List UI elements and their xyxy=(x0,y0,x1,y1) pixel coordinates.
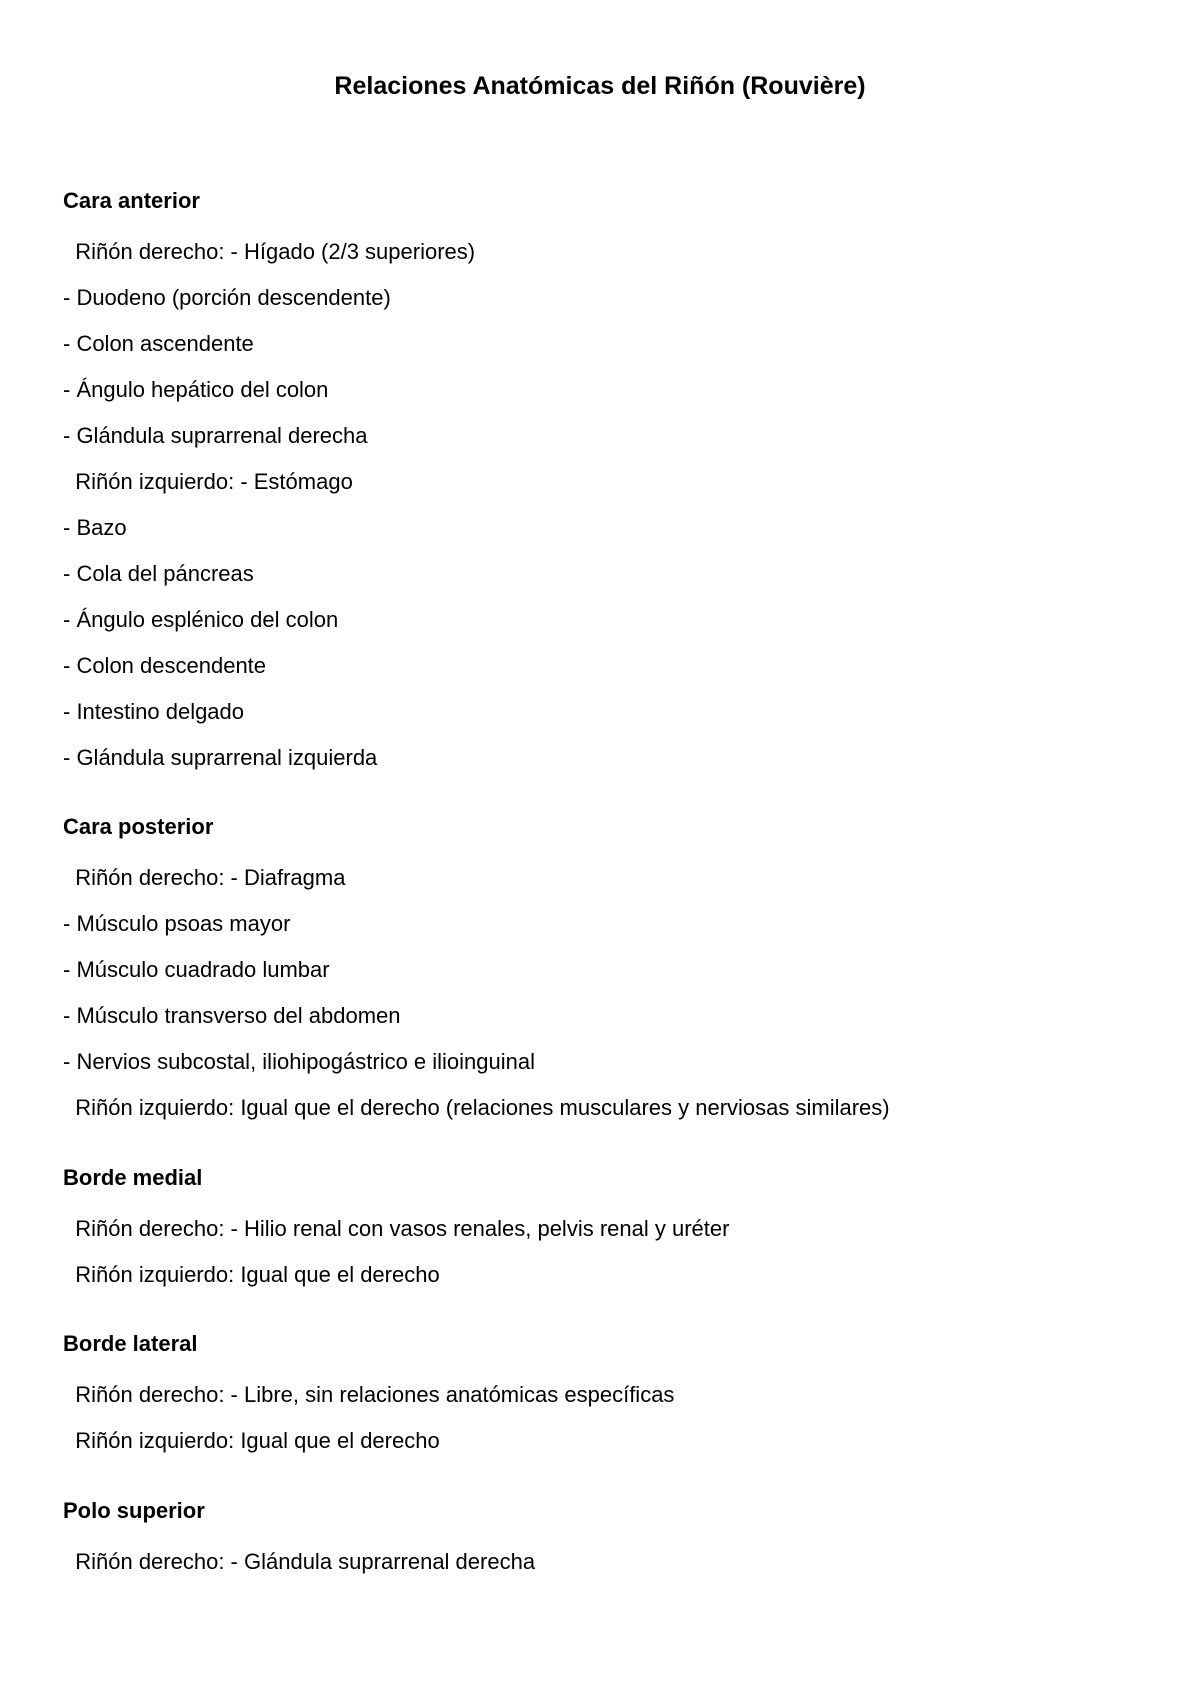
section-heading: Cara anterior xyxy=(63,188,200,213)
section-line: Riñón derecho: - Glándula suprarrenal derecha xyxy=(63,1549,536,1574)
section-line: - Ángulo hepático del colon xyxy=(63,377,329,402)
section-line: - Músculo transverso del abdomen xyxy=(63,1003,401,1028)
section-line: - Colon descendente xyxy=(63,653,267,678)
section-heading: Cara posterior xyxy=(63,814,214,839)
section-line: - Músculo cuadrado lumbar xyxy=(63,957,330,982)
section-line: Riñón derecho: - Hilio renal con vasos renales, pelvis renal y uréter xyxy=(63,1216,730,1241)
section-line: - Músculo psoas mayor xyxy=(63,911,291,936)
section-heading: Borde lateral xyxy=(63,1331,198,1356)
section-line: - Glándula suprarrenal izquierda xyxy=(63,745,378,770)
document-title: Relaciones Anatómicas del Riñón (Rouvière) xyxy=(334,72,866,100)
section-line: - Duodeno (porción descendente) xyxy=(63,285,391,310)
section-heading: Polo superior xyxy=(63,1498,205,1523)
section-line: Riñón izquierdo: Igual que el derecho xyxy=(63,1262,440,1287)
section-line: - Nervios subcostal, iliohipogástrico e ilioinguinal xyxy=(63,1049,536,1074)
section-line: - Colon ascendente xyxy=(63,331,254,356)
section-line: - Bazo xyxy=(63,515,127,540)
section-line: - Intestino delgado xyxy=(63,699,245,724)
section-heading: Borde medial xyxy=(63,1165,203,1190)
section-line: Riñón derecho: - Diafragma xyxy=(63,865,346,890)
section-line: Riñón izquierdo: Igual que el derecho (relaciones musculares y nerviosas similares) xyxy=(63,1095,890,1120)
section-line: Riñón izquierdo: - Estómago xyxy=(63,469,353,494)
section-line: Riñón derecho: - Libre, sin relaciones anatómicas específicas xyxy=(63,1382,675,1407)
section-line: Riñón derecho: - Hígado (2/3 superiores) xyxy=(63,239,476,264)
section-line: - Glándula suprarrenal derecha xyxy=(63,423,368,448)
section-line: - Ángulo esplénico del colon xyxy=(63,607,339,632)
section-line: - Cola del páncreas xyxy=(63,561,254,586)
section-line: Riñón izquierdo: Igual que el derecho xyxy=(63,1428,440,1453)
